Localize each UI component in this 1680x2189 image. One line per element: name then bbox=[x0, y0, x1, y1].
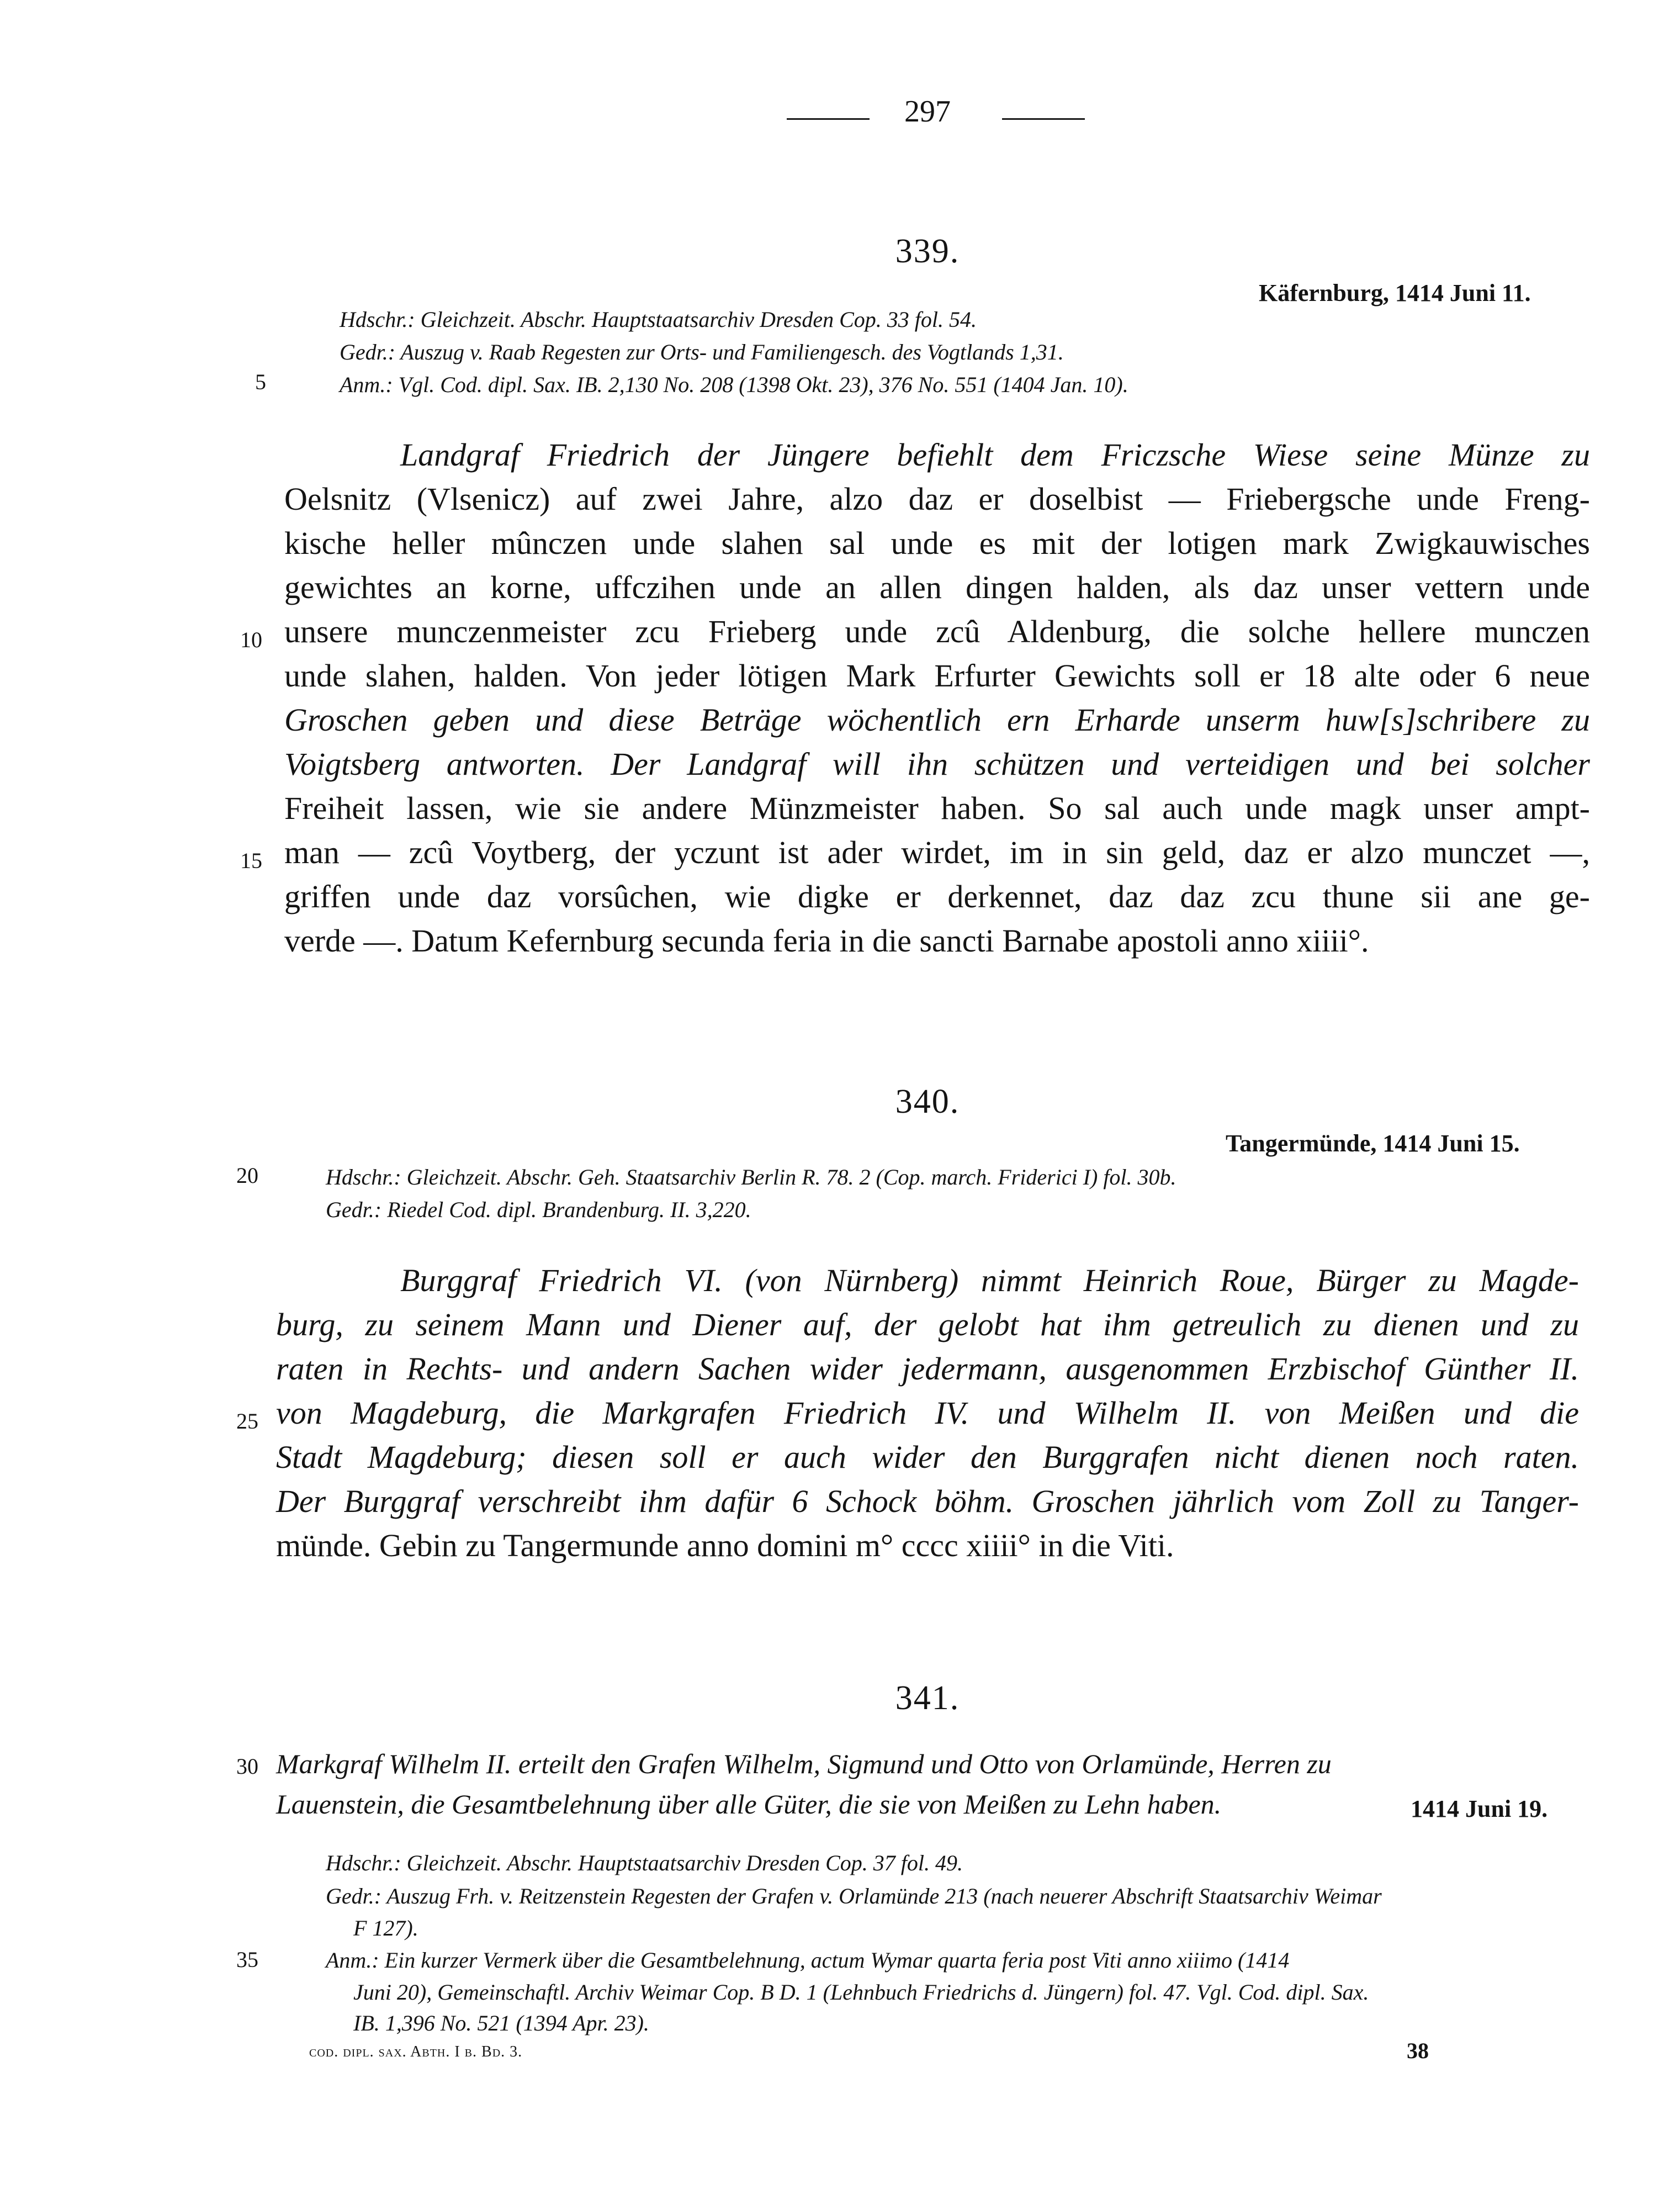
doc-340-text-line: Der Burggraf verschreibt ihm dafür 6 Schock böhm. Groschen jährlich vom Zoll zu Tanger- bbox=[276, 1483, 1579, 1519]
doc-340-text-line: Burggraf Friedrich VI. (von Nürnberg) nimmt Heinrich Roue, Bürger zu Magde- bbox=[400, 1262, 1579, 1298]
doc-339-hdschr: Hdschr.: Gleichzeit. Abschr. Hauptstaatsarchiv Dresden Cop. 33 fol. 54. bbox=[340, 307, 977, 332]
doc-341-summary-line: Markgraf Wilhelm II. erteilt den Grafen Wilhelm, Sigmund und Otto von Orlamünde, Herren zu bbox=[276, 1748, 1332, 1779]
doc-339-text-line: Groschen geben und diese Beträge wöchentlich ern Erharde unserm huw[s]schribere zu bbox=[284, 702, 1590, 738]
doc-339-place-date: Käfernburg, 1414 Juni 11. bbox=[1259, 279, 1531, 306]
line-number-25: 25 bbox=[236, 1409, 258, 1434]
doc-340-text-line: von Magdeburg, die Markgrafen Friedrich IV. und Wilhelm II. von Meißen und die bbox=[276, 1395, 1579, 1431]
doc-339-text-line: verde —. Datum Kefernburg secunda feria in die sancti Barnabe apostoli anno xiiii°. bbox=[284, 923, 1369, 959]
doc-339-text-line: Voigtsberg antworten. Der Landgraf will ihn schützen und verteidigen und bei solcher bbox=[284, 746, 1590, 782]
line-number-5: 5 bbox=[255, 369, 266, 394]
doc-339-text-line: Oelsnitz (Vlsenicz) auf zwei Jahre, alzo daz er doselbist — Friebergsche unde Freng- bbox=[284, 481, 1590, 517]
doc-340-text-line: Stadt Magdeburg; diesen soll er auch wider den Burggrafen nicht dienen noch raten. bbox=[276, 1439, 1579, 1475]
line-number-15: 15 bbox=[240, 848, 262, 873]
line-number-20: 20 bbox=[236, 1163, 258, 1188]
doc-339-text-line: Landgraf Friedrich der Jüngere befiehlt dem Friczsche Wiese seine Münze zu bbox=[400, 437, 1590, 473]
page-header bbox=[0, 94, 1680, 138]
doc-341-anm: Anm.: Ein kurzer Vermerk über die Gesamtbelehnung, actum Wymar quarta feria post Viti anno xiiimo (1414 bbox=[326, 1948, 1290, 1973]
footer-signature: cod. dipl. sax. Abth. I b. Bd. 3. bbox=[309, 2043, 523, 2060]
doc-341-summary-line: Lauenstein, die Gesamtbelehnung über alle Güter, die sie von Meißen zu Lehn haben. bbox=[276, 1789, 1222, 1820]
doc-340-gedr: Gedr.: Riedel Cod. dipl. Brandenburg. II. 3,220. bbox=[326, 1197, 751, 1222]
doc-339-text-line: griffen unde daz vorsûchen, wie digke er derkennet, daz daz zcu thune sii ane ge- bbox=[284, 879, 1590, 914]
doc-339-text-line: unsere munczenmeister zcu Frieberg unde zcû Aldenburg, die solche hellere munczen bbox=[284, 614, 1590, 649]
doc-339-text-line: Freiheit lassen, wie sie andere Münzmeister haben. So sal auch unde magk unser ampt- bbox=[284, 790, 1590, 826]
header-rule-right bbox=[1002, 118, 1085, 120]
doc-340-text-line: münde. Gebin zu Tangermunde anno domini m° cccc xiiii° in die Viti. bbox=[276, 1527, 1174, 1563]
doc-341-gedr: Gedr.: Auszug Frh. v. Reitzenstein Regesten der Grafen v. Orlamünde 213 (nach neuerer Abschrift Staatsarchiv Weimar bbox=[326, 1884, 1382, 1908]
doc-339-gedr: Gedr.: Auszug v. Raab Regesten zur Orts- und Familiengesch. des Vogtlands 1,31. bbox=[340, 340, 1064, 364]
doc-341-gedr-cont: F 127). bbox=[353, 1916, 418, 1941]
doc-341-hdschr: Hdschr.: Gleichzeit. Abschr. Hauptstaatsarchiv Dresden Cop. 37 fol. 49. bbox=[326, 1850, 963, 1875]
doc-339-number: 339. bbox=[895, 232, 960, 270]
doc-339-text-line: kische heller mûnczen unde slahen sal unde es mit der lotigen mark Zwigkauwisches bbox=[284, 525, 1590, 561]
line-number-10: 10 bbox=[240, 627, 262, 652]
doc-341-number: 341. bbox=[895, 1679, 960, 1717]
doc-339-text-line: unde slahen, halden. Von jeder lötigen Mark Erfurter Gewichts soll er 18 alte oder 6 neue bbox=[284, 658, 1590, 694]
doc-340-text-line: raten in Rechts- und andern Sachen wider jedermann, ausgenommen Erzbischof Günther II. bbox=[276, 1351, 1579, 1387]
doc-341-date: 1414 Juni 19. bbox=[1411, 1795, 1548, 1822]
doc-341-anm-cont: Juni 20), Gemeinschaftl. Archiv Weimar Cop. B D. 1 (Lehnbuch Friedrichs d. Jüngern) fol. 47. Vgl. Cod. dipl. Sax. bbox=[353, 1980, 1369, 2005]
doc-340-place-date: Tangermünde, 1414 Juni 15. bbox=[1226, 1130, 1520, 1157]
line-number-35: 35 bbox=[236, 1947, 258, 1972]
doc-339-text-line: gewichtes an korne, uffczihen unde an allen dingen halden, als daz unser vettern unde bbox=[284, 569, 1590, 605]
doc-341-anm-cont: IB. 1,396 No. 521 (1394 Apr. 23). bbox=[353, 2011, 649, 2035]
line-number-30: 30 bbox=[236, 1754, 258, 1779]
footer-sheet-number: 38 bbox=[1407, 2038, 1429, 2063]
doc-340-number: 340. bbox=[895, 1083, 960, 1120]
doc-340-hdschr: Hdschr.: Gleichzeit. Abschr. Geh. Staatsarchiv Berlin R. 78. 2 (Cop. march. Friderici I) fol. 30b. bbox=[326, 1165, 1176, 1189]
header-rule-left bbox=[787, 118, 870, 120]
doc-339-text-line: man — zcû Voytberg, der yczunt ist ader wirdet, im in sin geld, daz er alzo munczet —, bbox=[284, 834, 1590, 870]
doc-340-text-line: burg, zu seinem Mann und Diener auf, der gelobt hat ihm getreulich zu dienen und zu bbox=[276, 1307, 1579, 1342]
doc-339-anm: Anm.: Vgl. Cod. dipl. Sax. IB. 2,130 No. 208 (1398 Okt. 23), 376 No. 551 (1404 Jan. 10). bbox=[340, 372, 1128, 397]
page-number: 297 bbox=[904, 94, 951, 129]
